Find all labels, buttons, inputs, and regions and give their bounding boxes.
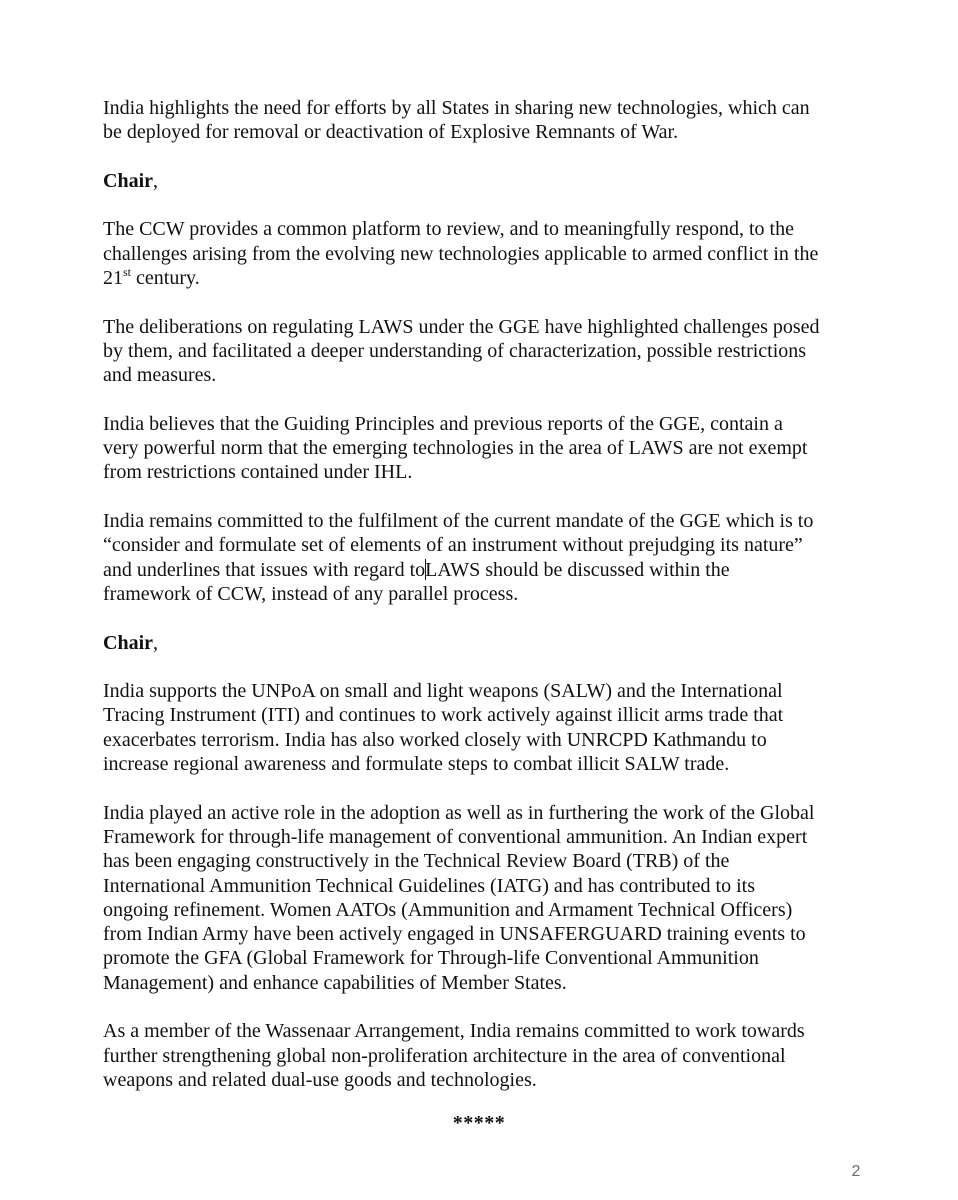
text-line: Management) and enhance capabilities of Member States. [103,971,567,994]
section-heading-chair [103,169,873,193]
text-line: India highlights the need for efforts by all States in sharing new technologies, which can [103,97,810,119]
paragraph-gge-mandate [103,509,873,606]
text-line: weapons and related dual-use goods and technologies. [103,1068,537,1091]
text-line: increase regional awareness and formulate steps to combat illicit SALW trade. [103,753,730,776]
paragraph-ccw-platform [103,217,873,290]
text-line: The deliberations on regulating LAWS under the GGE have highlighted challenges posed [103,315,820,338]
text-line: by them, and facilitated a deeper understanding of characterization, possible restrictions [103,339,807,362]
text-line: exacerbates terrorism. India has also worked closely with UNRCPD Kathmandu to [103,728,767,751]
text-line: India remains committed to the fulfilment of the current mandate of the GGE which is to [103,510,814,533]
text-line [103,558,873,582]
century-word: century. [131,267,200,290]
text-line [103,266,873,290]
ordinal-superscript: st [123,265,132,280]
text-line: from restrictions contained under IHL. [103,461,413,484]
text-line: As a member of the Wassenaar Arrangement, India remains committed to work towards [103,1020,805,1043]
document-body [103,96,873,1116]
text-before-cursor: and underlines that issues with regard to [103,558,426,581]
text-line: India played an active role in the adoption as well as in furthering the work of the Global [103,801,815,824]
text-line: challenges arising from the evolving new technologies applicable to armed conflict in the [103,242,819,265]
text-line: Tracing Instrument (ITI) and continues to work actively against illicit arms trade that [103,704,784,727]
text-line: International Ammunition Technical Guidelines (IATG) and has contributed to its [103,874,755,897]
text-line: further strengthening global non-proliferation architecture in the area of conventional [103,1044,786,1067]
text-line: “consider and formulate set of elements of an instrument without prejudging its nature” [103,534,803,557]
paragraph-wassenaar [103,1019,873,1092]
chair-heading-comma: , [153,631,158,654]
text-line: Framework for through-life management of conventional ammunition. An Indian expert [103,825,808,848]
chair-heading-label: Chair [103,631,153,654]
text-line: and measures. [103,364,217,387]
paragraph-global-framework [103,801,873,995]
end-of-statement-marker: ***** [452,1112,506,1134]
page-number: 2 [851,1163,861,1180]
chair-heading-comma: , [153,169,158,192]
text-line: ongoing refinement. Women AATOs (Ammunition and Armament Technical Officers) [103,898,793,921]
text-line: promote the GFA (Global Framework for Through-life Conventional Ammunition [103,947,759,970]
text-line: be deployed for removal or deactivation of Explosive Remnants of War. [103,121,679,144]
text-line: from Indian Army have been actively engaged in UNSAFERGUARD training events to [103,923,806,946]
chair-heading-label: Chair [103,169,153,192]
paragraph-laws-deliberations [103,315,873,388]
section-heading-chair-second [103,631,873,655]
century-number: 21 [103,267,123,290]
text-line: The CCW provides a common platform to review, and to meaningfully respond, to the [103,218,794,241]
paragraph-explosive-remnants [103,96,873,145]
paragraph-guiding-principles [103,412,873,485]
text-line: has been engaging constructively in the Technical Review Board (TRB) of the [103,850,730,873]
text-line: framework of CCW, instead of any parallel process. [103,582,519,605]
paragraph-unpoa-salw [103,679,873,776]
text-line: India supports the UNPoA on small and light weapons (SALW) and the International [103,680,783,703]
text-line: India believes that the Guiding Principles and previous reports of the GGE, contain a [103,412,783,435]
text-after-cursor: LAWS should be discussed within the [425,558,730,581]
text-line: very powerful norm that the emerging technologies in the area of LAWS are not exempt [103,437,808,460]
